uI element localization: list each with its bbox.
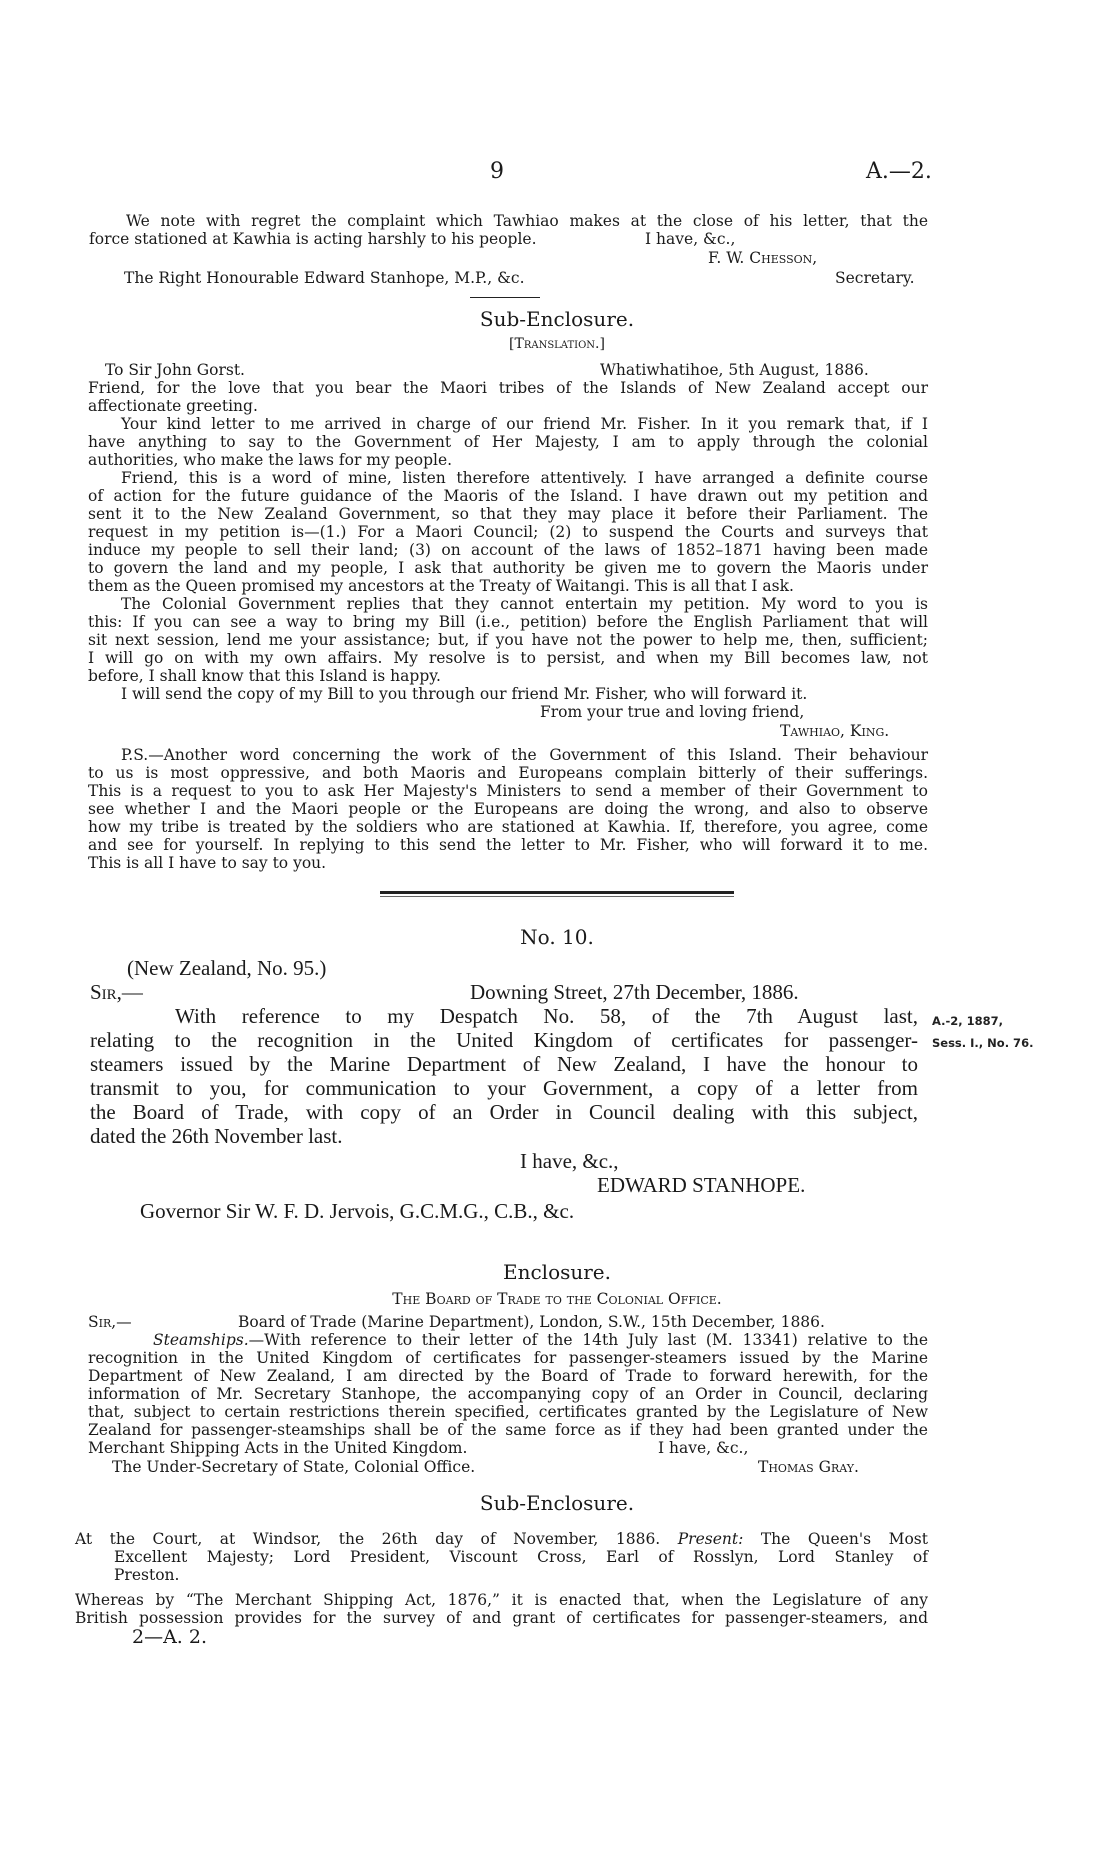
p2-line-2: have anything to say to the Government of Her Majesty, I am to apply through the colonial (88, 433, 928, 451)
enclosure-line-3: Department of New Zealand, I am directed by the Board of Trade to forward herewith, for the (88, 1367, 928, 1385)
despatch-body-line-3 (90, 1052, 918, 1077)
enclosure-signer: Thomas Gray. (758, 1458, 859, 1476)
despatch-body-text-4: transmit to you, for communication to your Government, a copy of a letter from (90, 1076, 918, 1100)
present-rest: The Queen's Most (760, 1530, 928, 1548)
intro-closing: I have, &c., (645, 230, 736, 248)
intro-signer-title: Secretary. (835, 269, 915, 287)
court-line-1-text: At the Court, at Windsor, the 26th day of November, 1886. (75, 1530, 661, 1548)
enclosure-line-4: information of Mr. Secretary Stanhope, the accompanying copy of an Order in Council, declaring (88, 1385, 928, 1403)
enclosure-subtitle: The Board of Trade to the Colonial Office. (392, 1290, 722, 1308)
enclosure-line-5: that, subject to certain restrictions therein specified, certificates granted by the Legislature of New (88, 1403, 928, 1421)
steamships-label: Steamships. (153, 1331, 249, 1349)
letter-closing: From your true and loving friend, (540, 703, 805, 721)
p4-line-2: this: If you can see a way to bring my Bill (i.e., petition) before the English Parliament that will (88, 613, 928, 631)
p3-line-2: of action for the future guidance of the Maoris of the Island. I have drawn out my petition and (88, 487, 928, 505)
letter-recipient: To Sir John Gorst. (105, 361, 245, 379)
despatch-colony: (New Zealand, No. 95.) (127, 956, 327, 980)
enclosure-place-date: Board of Trade (Marine Department), London, S.W., 15th December, 1886. (238, 1313, 825, 1331)
present-label: Present: (677, 1530, 744, 1548)
p4-line-3: sit next session, lend me your assistance; but, if you have not the power to help me, then, sufficient; (88, 631, 928, 649)
p3-line-3: sent it to the New Zealand Government, so that they may place it before their Parliament. The (88, 505, 928, 523)
despatch-addressee: Governor Sir W. F. D. Jervois, G.C.M.G., C.B., &c. (140, 1199, 575, 1223)
ps-line-3: This is a request to you to ask Her Majesty's Ministers to send a member of their Government to (88, 782, 928, 800)
enclosure-closing: I have, &c., (658, 1439, 749, 1457)
whereas-line-2 (75, 1609, 928, 1627)
enclosure-salutation: Sir,— (88, 1313, 132, 1331)
despatch-body-line-6: dated the 26th November last. (90, 1124, 343, 1148)
p3-line-1: Friend, this is a word of mine, listen therefore attentively. I have arranged a definite course (121, 469, 928, 487)
p3-line-6: to govern the land and my people, I ask that authority be given me to govern the Maoris under (88, 559, 928, 577)
p3-line-4: request in my petition is—(1.) For a Maori Council; (2) to suspend the Courts and surveys that (88, 523, 928, 541)
ps-line-2: to us is most oppressive, and both Maoris and Europeans complain bitterly of their sufferings. (88, 764, 928, 782)
despatch-body-line-5 (90, 1100, 918, 1125)
despatch-body-text-2: relating to the recognition in the United Kingdom of certificates for passenger- (90, 1028, 918, 1052)
letter-signer: Tawhiao, King. (780, 722, 890, 740)
enclosure-addressee: The Under-Secretary of State, Colonial Office. (112, 1458, 476, 1476)
p4-line-4: I will go on with my own affairs. My resolve is to persist, and when my Bill becomes law, not (88, 649, 928, 667)
despatch-body-line-2 (90, 1028, 918, 1053)
p5-line: I will send the copy of my Bill to you through our friend Mr. Fisher, who will forward it. (121, 685, 808, 703)
despatch-body-line-1 (175, 1004, 918, 1029)
ps-line-1: P.S.—Another word concerning the work of the Government of this Island. Their behaviour (121, 746, 928, 764)
p2-line-1: Your kind letter to me arrived in charge of our friend Mr. Fisher. In it you remark that, if I (121, 415, 928, 433)
p3-line-7: them as the Queen promised my ancestors at the Treaty of Waitangi. This is all that I ask. (88, 577, 794, 595)
margin-reference-1: A.-2, 1887, (932, 1014, 1004, 1028)
p4-line-5: before, I shall know that this Island is happy. (88, 667, 441, 685)
despatch-signer: EDWARD STANHOPE. (597, 1173, 806, 1197)
intro-line-2: force stationed at Kawhia is acting harshly to his people. (89, 230, 537, 248)
court-line-1 (75, 1530, 928, 1548)
intro-line-1: We note with regret the complaint which Tawhiao makes at the close of his letter, that the (126, 212, 928, 230)
friend-line-2: affectionate greeting. (88, 397, 258, 415)
enclosure-line-1 (153, 1331, 928, 1349)
despatch-salutation: Sir,— (90, 980, 143, 1004)
court-line-3: Preston. (114, 1566, 180, 1584)
enclosure-line-1-text: —With reference to their letter of the 14th July last (M. 13341) relative to the (248, 1331, 928, 1349)
section-rule-shadow (380, 896, 734, 897)
friend-line-1: Friend, for the love that you bear the Maori tribes of the Islands of New Zealand accept our (88, 379, 928, 397)
enclosure-line-6: Zealand for passenger-steamships shall be of the same force as if they had been granted under the (88, 1421, 928, 1439)
whereas-line-1 (75, 1591, 928, 1609)
intro-addressee: The Right Honourable Edward Stanhope, M.P., &c. (124, 269, 525, 287)
ps-line-6: and see for yourself. In replying to this send the letter to Mr. Fisher, who will forward it to me. (88, 836, 928, 854)
enclosure-line-2: recognition in the United Kingdom of certificates for passenger-steamers issued by the Marine (88, 1349, 928, 1367)
letter-place-date: Whatiwhatihoe, 5th August, 1886. (600, 361, 869, 379)
p4-line-1: The Colonial Government replies that they cannot entertain my petition. My word to you is (121, 595, 928, 613)
ps-line-5: how my tribe is treated by the soldiers who are stationed at Kawhia. If, therefore, you agree, come (88, 818, 928, 836)
intro-signer: F. W. Chesson, (708, 249, 818, 267)
whereas-line-2-text: British possession provides for the survey of and grant of certificates for passenger-steamers, and (75, 1609, 928, 1627)
sub-enclosure-heading: Sub-Enclosure. (479, 307, 635, 331)
court-line-2 (114, 1548, 928, 1566)
section-rule (380, 891, 734, 894)
ps-line-4: see whether I and the Maori people or the Europeans are doing the wrong, and also to observe (88, 800, 928, 818)
divider (470, 297, 540, 298)
despatch-number: No. 10. (520, 925, 594, 949)
page-number: 9 (490, 159, 504, 184)
court-line-2-text: Excellent Majesty; Lord President, Viscount Cross, Earl of Rosslyn, Lord Stanley of (114, 1548, 928, 1566)
despatch-body-text-5: the Board of Trade, with copy of an Order in Council dealing with this subject, (90, 1100, 918, 1124)
sub-enclosure-2-heading: Sub-Enclosure. (479, 1491, 635, 1515)
enclosure-line-7: Merchant Shipping Acts in the United Kingdom. (88, 1439, 468, 1457)
document-reference: A.—2. (866, 159, 932, 184)
ps-line-7: This is all I have to say to you. (88, 854, 327, 872)
signature-mark: 2—A. 2. (132, 1626, 208, 1648)
despatch-body-text-3: steamers issued by the Marine Department of New Zealand, I have the honour to (90, 1052, 918, 1076)
whereas-line-1-text: Whereas by “The Merchant Shipping Act, 1876,” it is enacted that, when the Legislature of any (75, 1591, 928, 1609)
translation-label: [Translation.] (509, 336, 605, 352)
p2-line-3: authorities, who make the laws for my people. (88, 451, 453, 469)
despatch-body-line-4 (90, 1076, 918, 1101)
despatch-body-text-1: With reference to my Despatch No. 58, of the 7th August last, (175, 1004, 918, 1028)
despatch-place-date: Downing Street, 27th December, 1886. (470, 980, 799, 1004)
p3-line-5: induce my people to sell their land; (3) on account of the laws of 1852–1871 having been made (88, 541, 928, 559)
despatch-closing: I have, &c., (520, 1149, 619, 1173)
margin-reference-2: Sess. I., No. 76. (932, 1036, 1034, 1050)
enclosure-heading: Enclosure. (502, 1260, 612, 1284)
